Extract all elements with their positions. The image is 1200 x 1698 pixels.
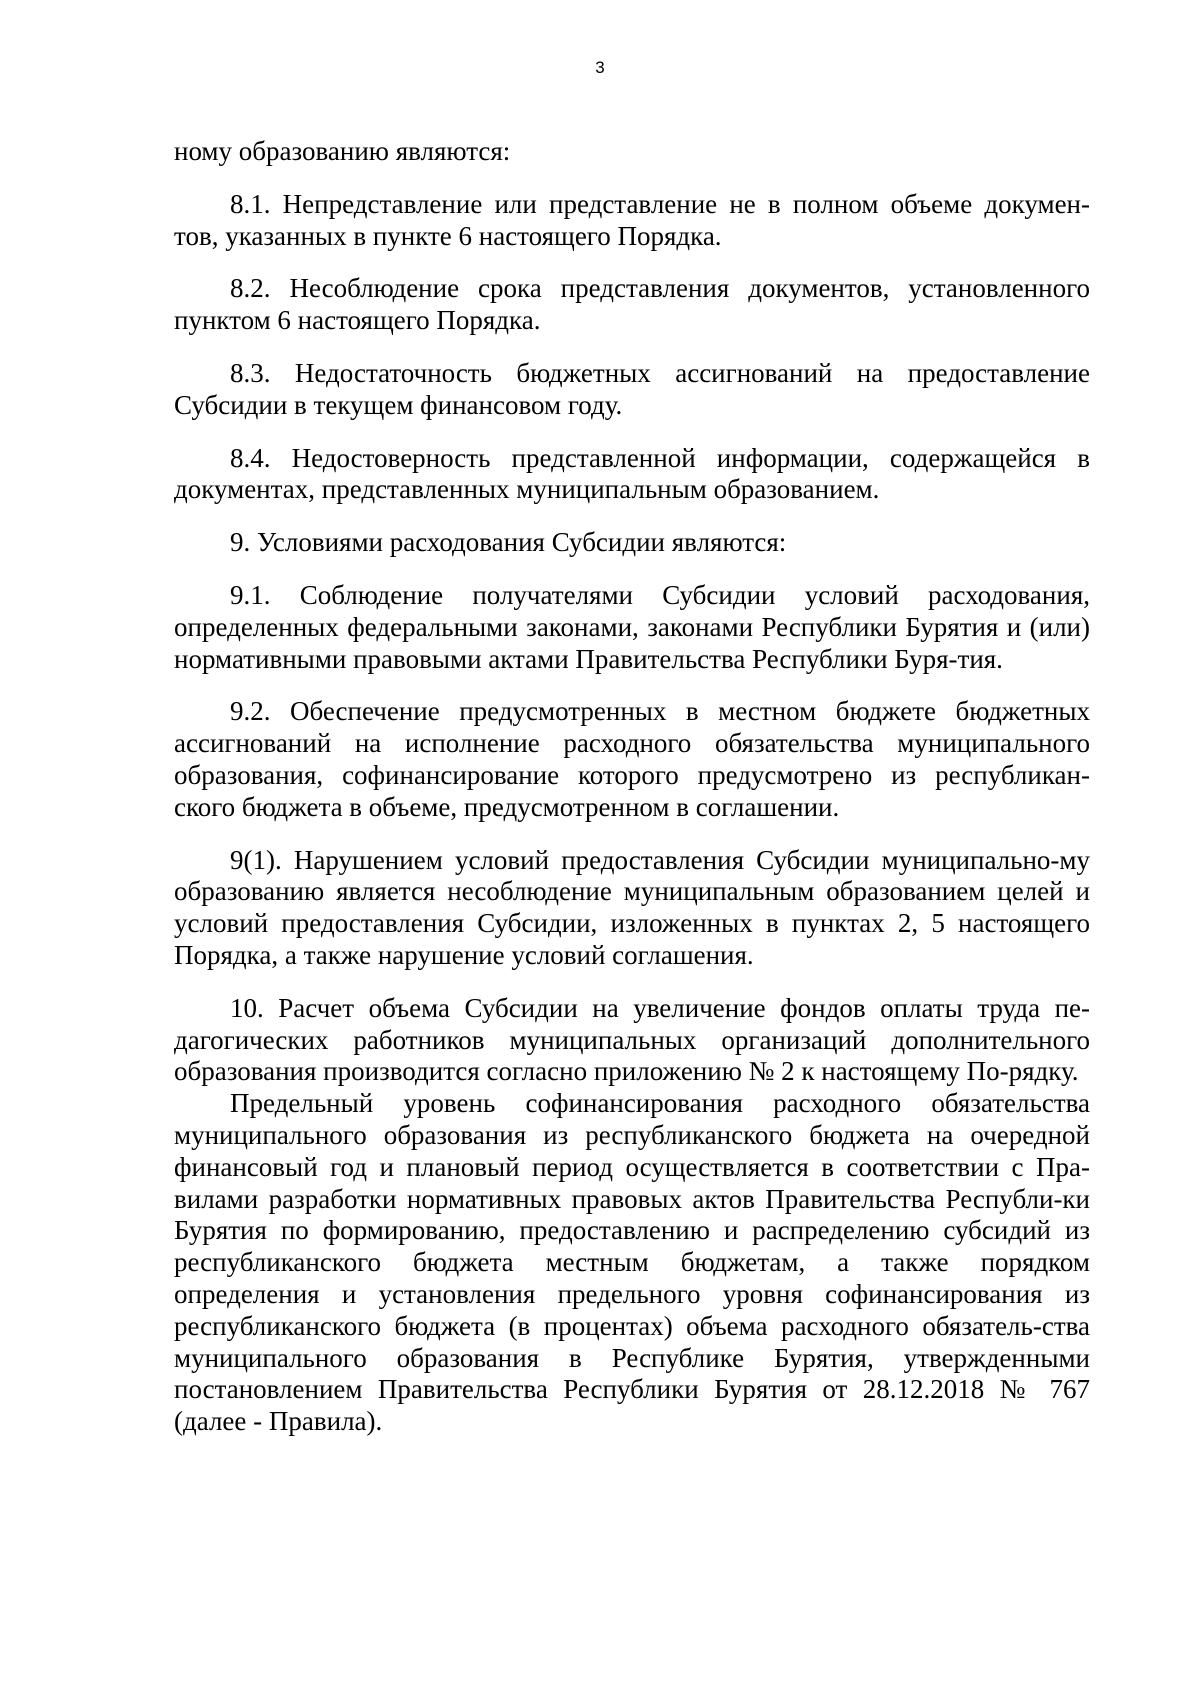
paragraph-9-2: 9.2. Обеспечение предусмотренных в местном бюджете бюджетных ассигнований на исполнение расходного обязательства муниципального образования, софинансирование которого предусмотрено из республикан-ского бюджета в объеме, предусмотренном в соглашении. xyxy=(174,696,1090,822)
paragraph-10: 10. Расчет объема Субсидии на увеличение фондов оплаты труда пе-дагогических работников муниципальных организаций дополнительного образования производится согласно приложению № 2 к настоящему По-рядку. xyxy=(174,992,1090,1087)
document-body xyxy=(174,136,1090,1459)
paragraph-8-1: 8.1. Непредставление или представление не в полном объеме докумен-тов, указанных в пункте 6 настоящего Порядка. xyxy=(174,188,1090,251)
paragraph-9-1: 9.1. Соблюдение получателями Субсидии условий расходования, определенных федеральными законами, законами Республики Бурятия и (или) нормативными правовыми актами Правительства Республики Буря-тия. xyxy=(174,579,1090,674)
paragraph-continuation: ному образованию являются: xyxy=(174,136,511,166)
paragraph-10-cofinancing: Предельный уровень софинансирования расходного обязательства муниципального образования из республиканского бюджета на очередной финансовый год и плановый период осуществляется в соответствии с Пра-вилами разработки нормативных правовых актов Правительства Республи-ки Бурятия по формированию, предоставлению и распределению субсидий из республиканского бюджета местным бюджетам, а также порядком определения и установления предельного уровня софинансирования из республиканского бюджета (в процентах) объема расходного обязатель-ства муниципального образования в Республике Бурятия, утвержденными постановлением Правительства Республики Бурятия от 28.12.2018 № 767 (далее - Правила). xyxy=(174,1088,1090,1437)
paragraph-8-4: 8.4. Недостоверность представленной информации, содержащейся в документах, представленных муниципальным образованием. xyxy=(174,442,1090,505)
paragraph-9: 9. Условиями расходования Субсидии являются: xyxy=(230,527,787,558)
page-number: 3 xyxy=(595,58,605,77)
paragraph-9-1-bracket: 9(1). Нарушением условий предоставления Субсидии муниципально-му образованию является несоблюдение муниципальным образованием целей и условий предоставления Субсидии, изложенных в пунктах 2, 5 настоящего Порядка, а также нарушение условий соглашения. xyxy=(174,844,1090,970)
paragraph-8-3: 8.3. Недостаточность бюджетных ассигнований на предоставление Субсидии в текущем финансовом году. xyxy=(174,357,1090,420)
paragraph-8-2: 8.2. Несоблюдение срока представления документов, установленного пунктом 6 настоящего Порядка. xyxy=(174,273,1090,336)
